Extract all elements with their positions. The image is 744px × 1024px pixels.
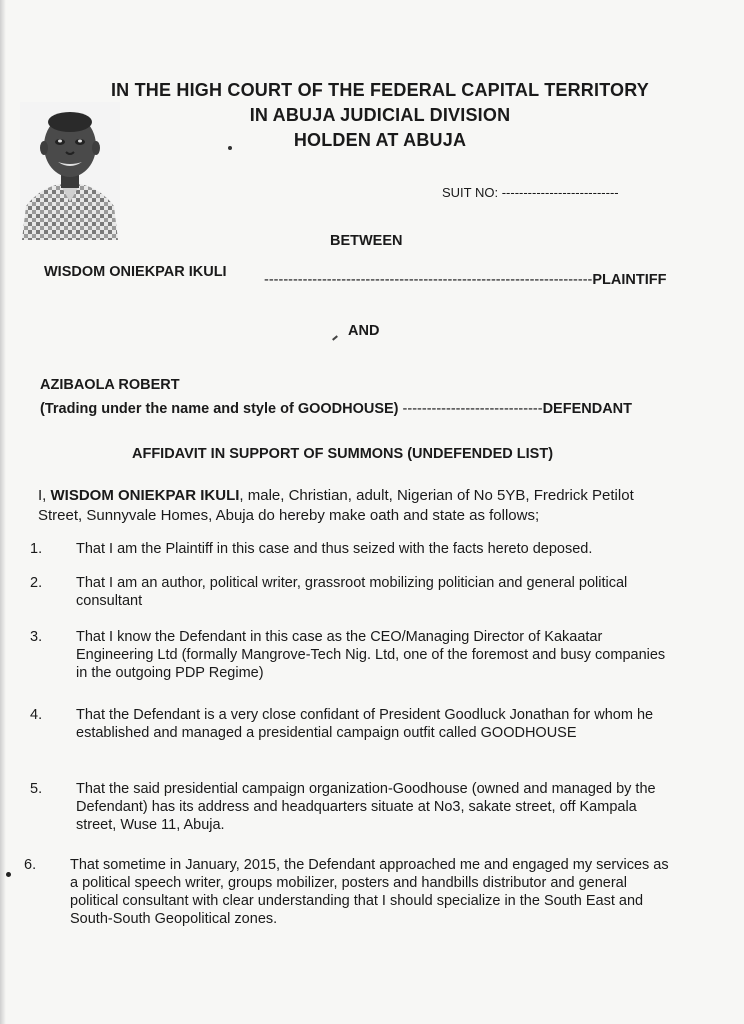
plaintiff-line	[44, 264, 227, 280]
defendant-trading-name: (Trading under the name and style of GOODHOUSE)	[40, 401, 399, 417]
page-edge-shadow	[0, 0, 6, 1024]
court-heading-line3: HOLDEN AT ABUJA	[293, 130, 467, 150]
paragraph-number: 3.	[30, 629, 43, 645]
defendant-name: AZIBAOLA ROBERT	[40, 377, 180, 393]
defendant-role: DEFENDANT	[542, 401, 632, 417]
paragraph-2	[30, 574, 690, 614]
and-label: AND	[348, 323, 380, 339]
paragraph-text: That I know the Defendant in this case as the CEO/Managing Director of Kakaatar Engineering Ltd (formally Mangrove-Tech Nig. Ltd, one of the foremost and busy companies in the outgoing PDP Regime)	[76, 629, 666, 681]
paragraph-text: That sometime in January, 2015, the Defendant approached me and engaged my services as a political speech writer, groups mobilizer, posters and handbills distributor and general political consultant with clear understanding that I should specialize in the South East and South-South Geopolitical zones.	[70, 857, 669, 927]
paragraph-text: That the said presidential campaign organization-Goodhouse (owned and managed by the Defendant) has its address and headquarters situate at No3, sakate street, off Kampala street, Wuse 11, Abuja.	[76, 781, 656, 833]
between-label: BETWEEN	[330, 233, 403, 249]
paragraph-text: That I am an author, political writer, grassroot mobilizing politician and general political consultant	[76, 575, 628, 609]
suit-number: SUIT NO: ---------------------------	[442, 185, 619, 200]
paragraph-5	[30, 780, 690, 840]
margin-mark	[6, 872, 11, 877]
passport-photo	[20, 102, 120, 240]
speck-mark	[228, 146, 232, 150]
paragraph-number: 5.	[30, 781, 43, 797]
paragraph-number: 4.	[30, 707, 43, 723]
intro-paragraph	[38, 486, 678, 526]
defendant-line	[40, 401, 632, 417]
paragraph-number: 6.	[24, 857, 37, 873]
plaintiff-role: PLAINTIFF	[592, 272, 667, 288]
plaintiff-name: WISDOM ONIEKPAR IKULI	[44, 264, 227, 280]
paragraph-text: That the Defendant is a very close confidant of President Goodluck Jonathan for whom he established and managed a presidential campaign outfit called GOODHOUSE	[76, 707, 654, 741]
pen-tick-mark	[332, 335, 338, 340]
deponent-name: WISDOM ONIEKPAR IKULI	[50, 487, 240, 504]
paragraph-3	[30, 628, 690, 688]
plaintiff-role-line	[264, 272, 666, 288]
paragraph-number: 2.	[30, 575, 43, 591]
court-heading-line2: IN ABUJA JUDICIAL DIVISION	[249, 105, 511, 125]
paragraph-number: 1.	[30, 541, 43, 557]
defendant-dash-leader: -----------------------------	[402, 401, 543, 417]
intro-text: , male, Christian, adult, Nigerian of No 5YB, Fredrick Petilot Street, Sunnyvale Homes, Abuja do hereby make oath and state as follows;	[38, 487, 634, 524]
paragraph-text: That I am the Plaintiff in this case and thus seized with the facts hereto deposed.	[76, 541, 593, 557]
paragraph-6	[24, 856, 684, 936]
paragraph-4	[30, 706, 690, 766]
paragraph-1	[30, 540, 690, 560]
affidavit-title: AFFIDAVIT IN SUPPORT OF SUMMONS (UNDEFENDED LIST)	[132, 446, 554, 462]
court-heading-line1: IN THE HIGH COURT OF THE FEDERAL CAPITAL TERRITORY	[110, 80, 649, 100]
intro-prefix: I,	[38, 487, 51, 504]
portrait-image	[20, 102, 120, 240]
plaintiff-dash-leader: --------------------------------------------------------------------	[264, 272, 593, 288]
